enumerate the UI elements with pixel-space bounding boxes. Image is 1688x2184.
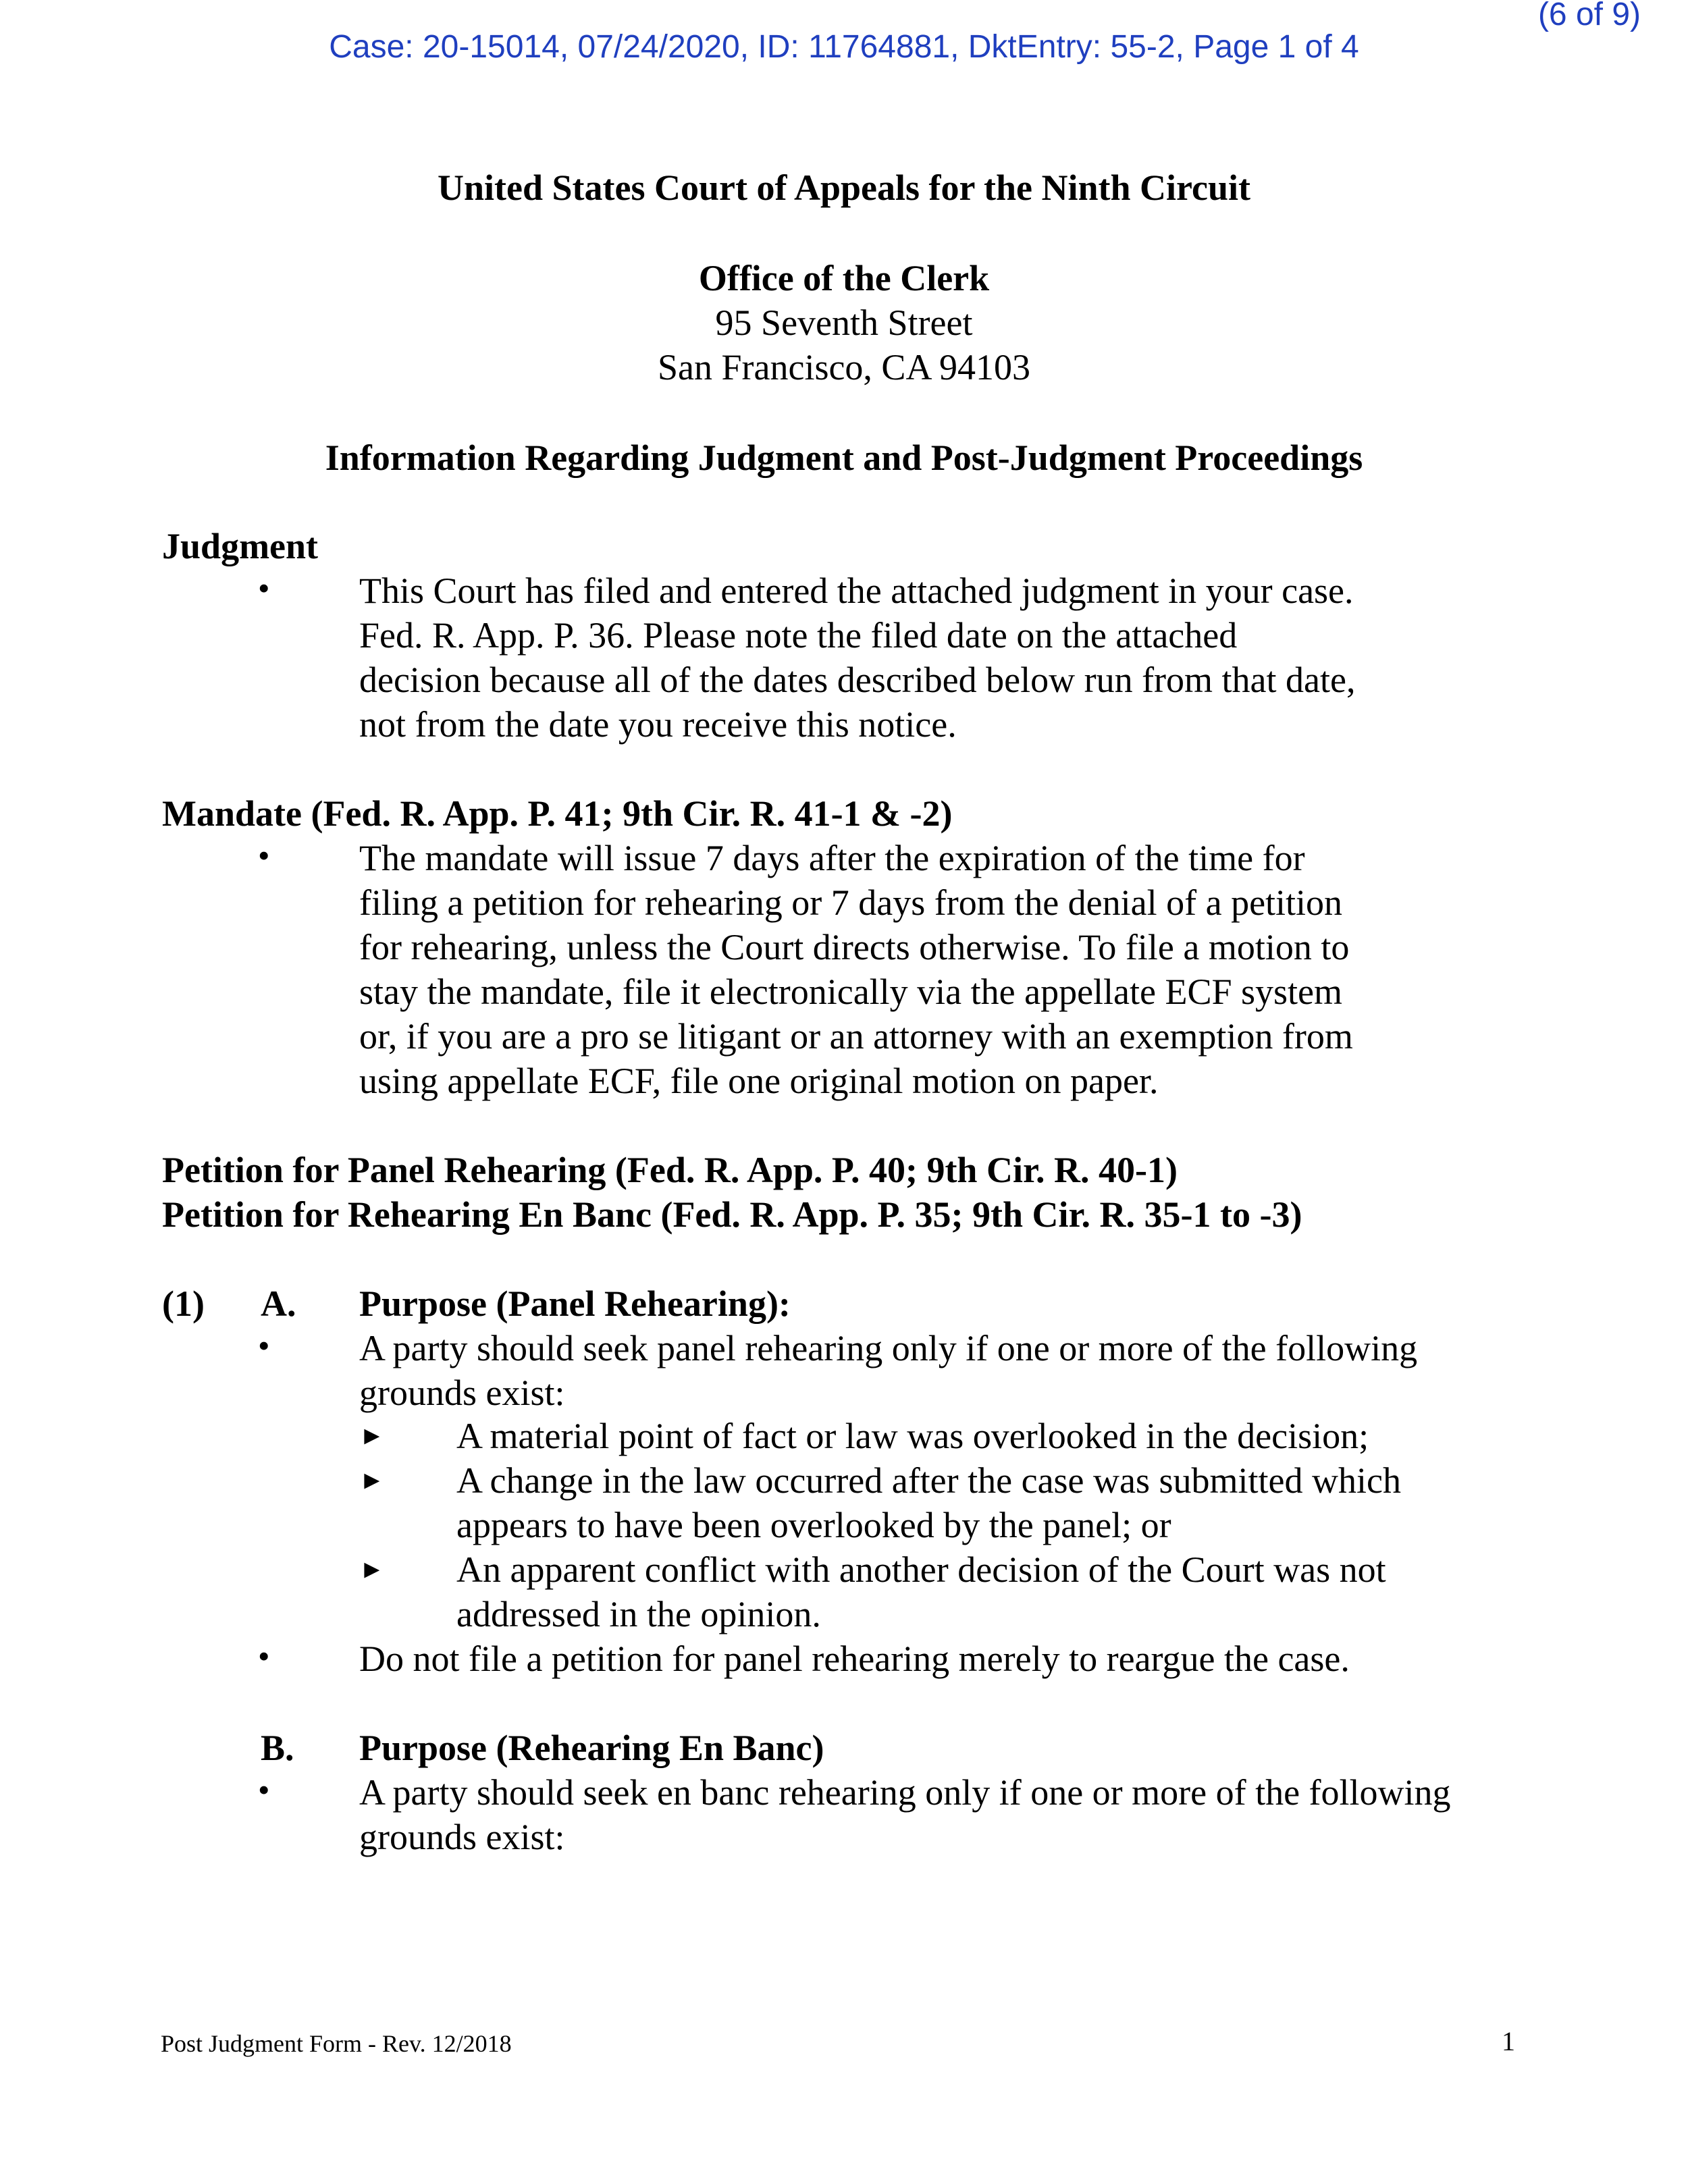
section-b-bullet: • (258, 1771, 270, 1809)
mandate-bullet: • (258, 836, 270, 874)
section-b-line: grounds exist: (359, 1817, 565, 1857)
footer-form-label: Post Judgment Form - Rev. 12/2018 (161, 2030, 512, 2057)
section-number: (1) (162, 1283, 205, 1324)
judgment-heading: Judgment (162, 526, 319, 566)
office-city: San Francisco, CA 94103 (658, 347, 1030, 388)
section-b-letter: B. (261, 1728, 294, 1768)
office-name: Office of the Clerk (698, 258, 990, 298)
section-a-title: Purpose (Panel Rehearing): (359, 1283, 791, 1324)
section-a-bullet: • (258, 1327, 270, 1364)
ground-line: A material point of fact or law was overlooked in the decision; (456, 1416, 1369, 1456)
section-a-bullet: • (258, 1637, 270, 1675)
petition-en-banc-heading: Petition for Rehearing En Banc (Fed. R. App. P. 35; 9th Cir. R. 35-1 to -3) (162, 1194, 1302, 1235)
arrow-bullet: ► (359, 1555, 385, 1584)
case-stamp: Case: 20-15014, 07/24/2020, ID: 11764881, DktEntry: 55-2, Page 1 of 4 (329, 29, 1359, 65)
ground-line: An apparent conflict with another decision of the Court was not (456, 1549, 1386, 1590)
section-a-intro-line: A party should seek panel rehearing only if one or more of the following (359, 1328, 1418, 1368)
court-name: United States Court of Appeals for the Ninth Circuit (437, 167, 1250, 208)
arrow-bullet: ► (359, 1466, 385, 1495)
ground-line: addressed in the opinion. (456, 1594, 821, 1634)
section-a-closing: Do not file a petition for panel rehearing merely to reargue the case. (359, 1639, 1350, 1679)
judgment-line: This Court has filed and entered the attached judgment in your case. (359, 570, 1354, 611)
petition-panel-heading: Petition for Panel Rehearing (Fed. R. App. P. 40; 9th Cir. R. 40-1) (162, 1150, 1178, 1190)
mandate-heading: Mandate (Fed. R. App. P. 41; 9th Cir. R. 41-1 & -2) (162, 793, 953, 834)
office-street: 95 Seventh Street (715, 302, 973, 343)
mandate-line: using appellate ECF, file one original motion on paper. (359, 1061, 1159, 1101)
section-b-line: A party should seek en banc rehearing only if one or more of the following (359, 1772, 1451, 1813)
arrow-bullet: ► (359, 1422, 385, 1450)
section-a-letter: A. (261, 1283, 296, 1324)
judgment-line: not from the date you receive this notice. (359, 704, 957, 745)
ground-line: appears to have been overlooked by the panel; or (456, 1505, 1171, 1545)
judgment-line: Fed. R. App. P. 36. Please note the filed date on the attached (359, 615, 1238, 656)
mandate-line: stay the mandate, file it electronically via the appellate ECF system (359, 971, 1343, 1012)
judgment-line: decision because all of the dates described below run from that date, (359, 660, 1356, 700)
mandate-line: or, if you are a pro se litigant or an attorney with an exemption from (359, 1016, 1353, 1057)
mandate-line: for rehearing, unless the Court directs otherwise. To file a motion to (359, 927, 1350, 967)
page-title: Information Regarding Judgment and Post-Judgment Proceedings (325, 437, 1363, 478)
section-a-intro-line: grounds exist: (359, 1373, 565, 1413)
ground-line: A change in the law occurred after the case was submitted which (456, 1460, 1401, 1501)
mandate-line: filing a petition for rehearing or 7 days from the denial of a petition (359, 882, 1343, 923)
section-b-title: Purpose (Rehearing En Banc) (359, 1728, 824, 1768)
footer-page-number: 1 (1502, 2026, 1515, 2056)
mandate-line: The mandate will issue 7 days after the expiration of the time for (359, 838, 1305, 878)
page-count: (6 of 9) (1537, 0, 1641, 32)
judgment-bullet: • (258, 569, 270, 607)
